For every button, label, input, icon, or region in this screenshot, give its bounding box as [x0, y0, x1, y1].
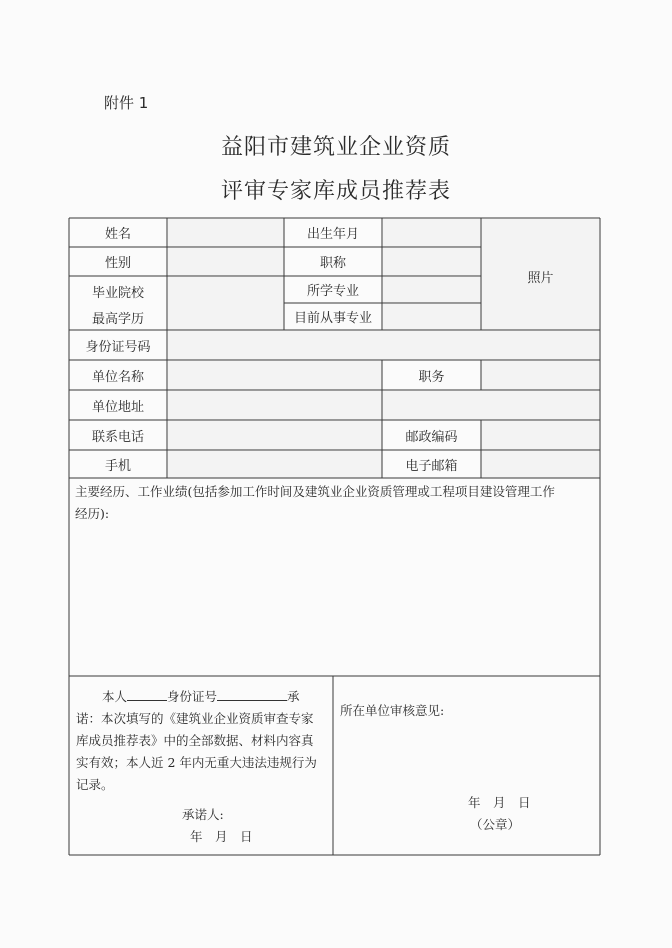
pledge-line3: 库成员推荐表》中的全部数据、材料内容真	[76, 733, 314, 748]
postcode-label: 邮政编码	[405, 429, 458, 445]
education-label: 最高学历	[91, 312, 144, 327]
id-number-label: 身份证号码	[85, 339, 151, 355]
pledge-id-blank[interactable]	[217, 686, 287, 701]
position-label: 职务	[418, 369, 445, 385]
pledge-name-blank[interactable]	[127, 686, 167, 701]
experience-input[interactable]	[70, 530, 599, 675]
address-input[interactable]	[168, 391, 599, 420]
experience-heading	[75, 481, 597, 525]
postcode-input[interactable]	[481, 421, 599, 450]
phone-input[interactable]	[168, 421, 382, 450]
name-label: 姓名	[104, 227, 131, 242]
experience-line2: 经历):	[75, 506, 110, 521]
email-label: 电子邮箱	[405, 458, 458, 474]
pledge-line5: 记录。	[76, 777, 114, 792]
address-label: 单位地址	[91, 399, 144, 415]
photo-label: 照片	[527, 271, 554, 286]
pledge-self: 本人	[102, 689, 128, 704]
title-label: 职称	[319, 256, 346, 271]
email-input[interactable]	[481, 451, 599, 478]
mobile-input[interactable]	[168, 451, 382, 478]
pledge-line1	[76, 686, 330, 708]
gender-input[interactable]	[168, 248, 284, 276]
mobile-label: 手机	[104, 458, 131, 474]
current-major-label: 目前从事专业	[293, 311, 372, 326]
current-major-input[interactable]	[383, 304, 480, 330]
review-seal: （公章）	[470, 817, 521, 832]
pledge-id-label: 身份证号	[167, 689, 218, 704]
birth-input[interactable]	[383, 219, 480, 247]
name-input[interactable]	[168, 219, 284, 247]
id-number-input[interactable]	[168, 331, 599, 360]
experience-line1: 主要经历、工作业绩(包括参加工作时间及建筑业企业资质管理或工程项目建设管理工作	[75, 484, 555, 499]
phone-label: 联系电话	[91, 429, 144, 445]
title-input[interactable]	[383, 248, 480, 276]
pledge-line4: 实有效；本人近 2 年内无重大违法违规行为	[76, 755, 317, 770]
form-title-line2: 评审专家库成员推荐表	[220, 179, 451, 204]
pledge-cheng: 承	[287, 689, 300, 704]
pledge-date: 年 月 日	[190, 829, 253, 844]
review-opinion: 所在单位审核意见:	[340, 703, 445, 718]
gender-label: 性别	[104, 256, 131, 271]
company-input[interactable]	[168, 361, 382, 390]
review-date: 年 月 日	[468, 795, 531, 810]
position-input[interactable]	[481, 361, 599, 390]
pledge-text	[76, 686, 330, 796]
form-title-line1: 益阳市建筑业企业资质	[220, 135, 451, 160]
pledge-line2: 诺：本次填写的《建筑业企业资质审查专家	[76, 711, 314, 726]
pledge-signer: 承诺人:	[182, 807, 224, 822]
major-input[interactable]	[383, 277, 480, 303]
major-label: 所学专业	[306, 284, 359, 299]
birth-label: 出生年月	[306, 227, 359, 242]
attachment-label: 附件 1	[104, 94, 149, 112]
school-education-input[interactable]	[168, 277, 284, 330]
school-label: 毕业院校	[91, 286, 144, 301]
company-label: 单位名称	[91, 369, 144, 385]
